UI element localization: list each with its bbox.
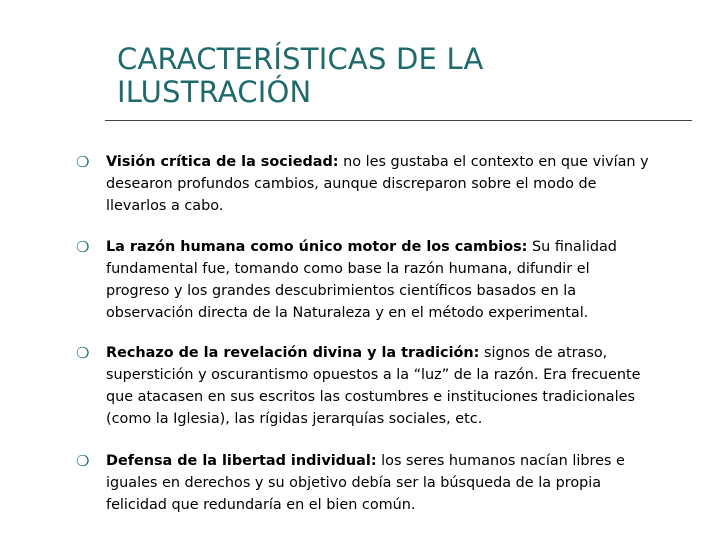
bullet-line: llevarlos a cabo.	[106, 198, 224, 214]
bullet-heading: Visión crítica de la sociedad:	[106, 154, 339, 170]
slide-title-line-1: CARACTERÍSTICAS DE LA	[117, 42, 484, 76]
bullet-line: superstición y oscurantismo opuestos a la “luz” de la razón. Era frecuente	[106, 367, 641, 383]
slide-title	[117, 43, 677, 109]
bullet-text	[106, 342, 718, 430]
bullet-heading: Defensa de la libertad individual:	[106, 453, 377, 469]
bullet-line: (como la Iglesia), las rígidas jerarquías sociales, etc.	[106, 411, 483, 427]
hollow-circle-bullet-icon: ❍	[76, 238, 90, 256]
bullet-line-rest: no les gustaba el contexto en que vivían y	[338, 154, 649, 170]
bullet-line-rest: los seres humanos nacían libres e	[376, 453, 625, 469]
bullet-line: observación directa de la Naturaleza y en el método experimental.	[106, 305, 589, 321]
bullet-line: progreso y los grandes descubrimientos científicos basados en la	[106, 283, 577, 299]
bullet-text	[106, 151, 718, 217]
bullet-line: fundamental fue, tomando como base la razón humana, difundir el	[106, 261, 590, 277]
bullet-text	[106, 450, 718, 516]
bullet-line	[106, 342, 718, 364]
bullet-heading: Rechazo de la revelación divina y la tradición:	[106, 345, 480, 361]
title-divider	[105, 120, 692, 121]
bullet-line	[106, 450, 718, 472]
bullet-text	[106, 236, 718, 324]
bullet-line-rest: Su finalidad	[527, 239, 617, 255]
slide-title-line-2: ILUSTRACIÓN	[117, 75, 312, 109]
bullet-line-rest: signos de atraso,	[479, 345, 608, 361]
hollow-circle-bullet-icon: ❍	[76, 153, 90, 171]
bullet-line	[106, 236, 718, 258]
hollow-circle-bullet-icon: ❍	[76, 344, 90, 362]
hollow-circle-bullet-icon: ❍	[76, 452, 90, 470]
bullet-line: iguales en derechos y su objetivo debía ser la búsqueda de la propia	[106, 475, 602, 491]
bullet-line	[106, 151, 718, 173]
bullet-line: que atacasen en sus escritos las costumbres e instituciones tradicionales	[106, 389, 635, 405]
bullet-line: desearon profundos cambios, aunque discreparon sobre el modo de	[106, 176, 597, 192]
bullet-heading: La razón humana como único motor de los cambios:	[106, 239, 528, 255]
bullet-line: felicidad que redundaría en el bien común.	[106, 497, 416, 513]
